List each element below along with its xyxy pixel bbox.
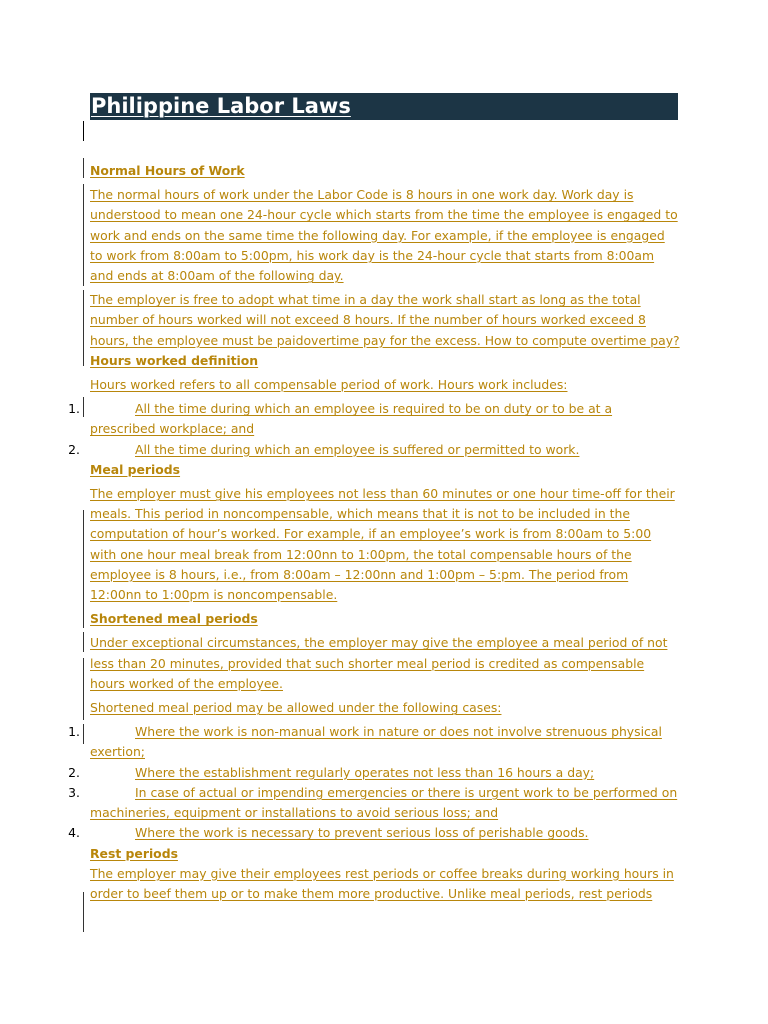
paragraph: Under exceptional circumstances, the employer may give the employee a meal period of not less than 20 minutes, provided that such shorter meal period is credited as compensable hours worked of the employee. <box>90 635 668 691</box>
section-heading-shortened-meal: Shortened meal periods <box>90 611 258 627</box>
numbered-list <box>68 399 680 460</box>
list-item <box>68 763 680 783</box>
margin-rule <box>83 158 84 178</box>
list-number: 2. <box>68 441 80 457</box>
paragraph: Shortened meal period may be allowed under the following cases: <box>90 700 502 716</box>
list-item <box>68 783 680 823</box>
list-number: 3. <box>68 784 80 800</box>
paragraph: The employer may give their employees rest periods or coffee breaks during working hours in order to beef them up or to make them more productive. Unlike meal periods, rest periods <box>90 865 674 901</box>
margin-rule <box>83 632 84 652</box>
margin-rule <box>83 510 84 628</box>
list-item-text: Where the work is necessary to prevent serious loss of perishable goods. <box>135 825 589 841</box>
margin-rule <box>83 290 84 366</box>
list-item <box>68 823 680 843</box>
paragraph: The employer must give his employees not less than 60 minutes or one hour time-off for their meals. This period in noncompensable, which means that it is not to be included in the computation of hour’s worked. For example, if an employee’s work is from 8:00am to 5:00 with one hour meal break from 12:00nn to 1:00pm, the total compensable hours of the employee is 8 hours, i.e., from 8:00am – 12:00nn and 1:00pm – 5:pm. The period from 12:00nn to 1:00pm is noncompensable. <box>90 486 675 603</box>
margin-rule <box>83 724 84 744</box>
list-item <box>68 399 680 439</box>
paragraph: The employer is free to adopt what time in a day the work shall start as long as the total number of hours worked will not exceed 8 hours. If the number of hours worked exceed 8 hours, the employee must be paidovertime pay for the excess. How to compute overtime pay? <box>90 292 680 348</box>
list-number: 4. <box>68 825 80 841</box>
margin-rule <box>83 184 84 286</box>
margin-rule <box>83 658 84 720</box>
numbered-list <box>68 722 680 843</box>
document-body <box>68 161 680 908</box>
list-item-text: All the time during which an employee is suffered or permitted to work. <box>135 441 580 457</box>
list-number: 1. <box>68 401 80 417</box>
section-heading-hours-worked: Hours worked definition <box>90 352 259 368</box>
list-number: 2. <box>68 764 80 780</box>
list-number: 1. <box>68 724 80 740</box>
list-item-text: All the time during which an employee is required to be on duty or to be at a prescribed workplace; and <box>90 401 613 437</box>
list-item-text: Where the establishment regularly operates not less than 16 hours a day; <box>135 764 595 780</box>
list-item-text: In case of actual or impending emergencies or there is urgent work to be performed on machineries, equipment or installations to avoid serious loss; and <box>90 784 678 821</box>
paragraph: Hours worked refers to all compensable period of work. Hours work includes: <box>90 377 568 393</box>
section-heading-rest-periods: Rest periods <box>90 845 178 861</box>
margin-rule <box>83 397 84 417</box>
text-cursor <box>83 121 84 141</box>
list-item <box>68 722 680 762</box>
paragraph: The normal hours of work under the Labor Code is 8 hours in one work day. Work day is understood to mean one 24-hour cycle which starts from the time the employee is engaged to work and ends on the same time the following day. For example, if the employee is engaged to work from 8:00am to 5:00pm, his work day is the 24-hour cycle that starts from 8:00am and ends at 8:00am of the following day. <box>90 187 678 284</box>
list-item-text: Where the work is non-manual work in nature or does not involve strenuous physical exertion; <box>90 724 662 760</box>
section-heading-meal-periods: Meal periods <box>90 461 181 477</box>
section-heading-normal-hours: Normal Hours of Work <box>90 163 245 178</box>
page-title: Philippine Labor Laws <box>91 94 351 118</box>
margin-rule <box>83 892 84 932</box>
list-item <box>68 440 680 460</box>
